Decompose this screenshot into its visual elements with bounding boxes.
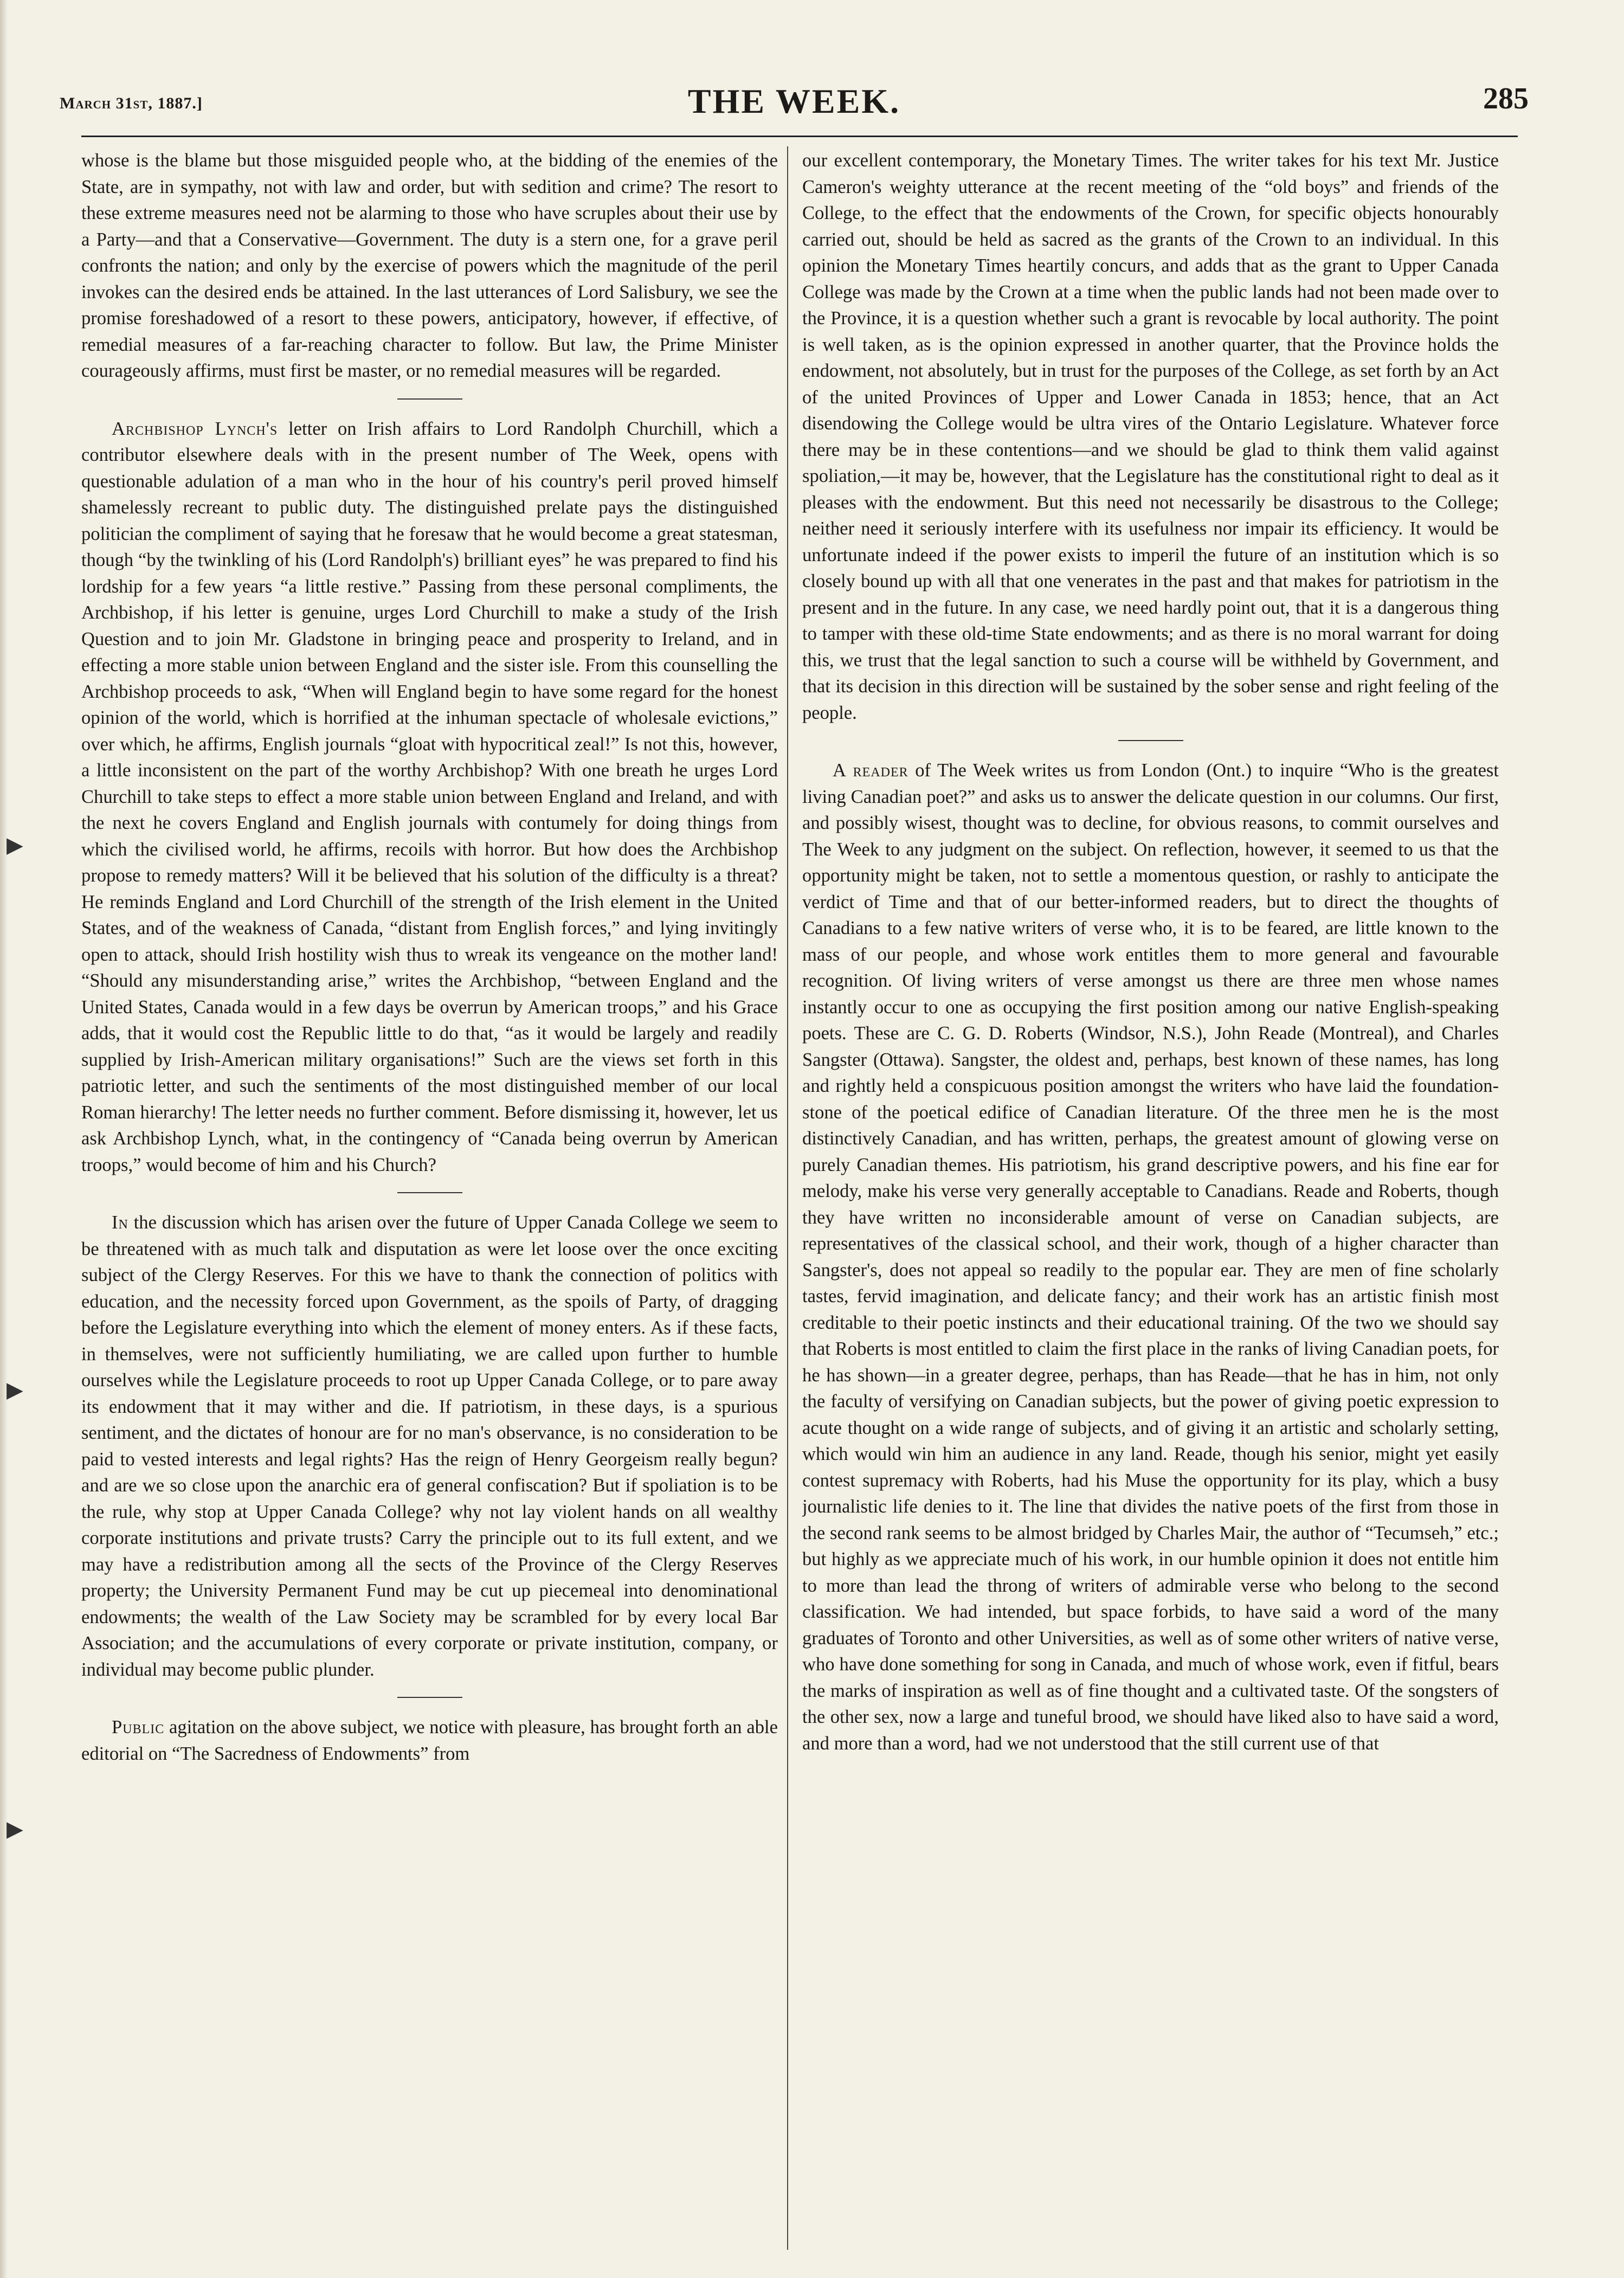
paragraph-text: the discussion which has arisen over the future of Upper Canada College we seem to be threatened with as much talk and disputation as were let loose over the once exciting subject of the Clergy Reserves. For this we have to thank the connection of politics with education, and the necessity forced upon Government, as the spoils of Party, of dragging before the Legislature everything into which the element of money enters. As if these facts, in themselves, were not sufficiently humiliating, we are called upon further to humble ourselves while the Legislature proceeds to root up Upper Canada College, or to pare away its endowment that it may wither and die. If patriotism, in these days, is a spurious sentiment, and the dictates of honour are for no man's observance, is no consideration to be paid to vested interests and legal rights? Has the reign of Henry Georgeism really begun? and are we so close upon the anarchic era of general confiscation? But if spoliation is to be the rule, why stop at Upper Canada College? why not lay violent hands on all wealthy corporate institutions and private trusts? Carry the principle out to its full extent, and we may have a redistribution among all the sects of the Province of the Clergy Reserves property; the University Permanent Fund may be cut up piecemeal into denominational endowments; the wealth of the Law Society may be scrambled for by every local Bar Association; and the accumulations of every corporate or private institution, company, or individual may become public plunder. — [81, 1212, 778, 1680]
margin-arrow-mark: ▶ — [7, 833, 23, 857]
article-paragraph — [802, 147, 1499, 726]
article-separator — [397, 398, 462, 400]
article-separator — [397, 1192, 462, 1193]
page-header — [60, 81, 1529, 125]
article-paragraph — [81, 1209, 778, 1683]
header-rule — [81, 136, 1518, 137]
paragraph-text: letter on Irish affairs to Lord Randolph Churchill, which a contributor elsewhere deals with in the present number of The Week, opens with questionable adulation of a man who in the hour of his country's peril proved himself shamelessly recreant to public duty. The distinguished prelate pays the distinguished politician the compliment of saying that he foresaw that he would become a great statesman, though “by the twinkling of his (Lord Randolph's) brilliant eyes” he was prepared to find his lordship for a few years “a little restive.” Passing from these personal compliments, the Archbishop, if his letter is genuine, urges Lord Churchill to make a study of the Irish Question and to join Mr. Gladstone in bringing peace and prosperity to Ireland, and in effecting a more stable union between England and the sister isle. From this counselling the Archbishop proceeds to ask, “When will England begin to have some regard for the honest opinion of the world, which is horrified at the inhuman spectacle of wholesale evictions,” over which, he affirms, English journals “gloat with hypocritical zeal!” Is not this, however, a little inconsistent on the part of the worthy Archbishop? With one breath he urges Lord Churchill to take steps to effect a more stable union between England and Ireland, and with the next he covers England and English journals with contumely for doing things from which the civilised world, he affirms, recoils with horror. But how does the Archbishop propose to remedy matters? Will it be believed that his solution of the difficulty is a threat? He reminds England and Lord Churchill of the strength of the Irish element in the United States, and of the weakness of Canada, “distant from English forces,” and lying invitingly open to attack, should Irish hostility wish thus to wreak its vengeance on the mother land! “Should any misunderstanding arise,” writes the Archbishop, “between England and the United States, Canada would in a few days be overrun by American troops,” and his Grace adds, that it would cost the Republic little to do that, “as it would be largely and readily supplied by Irish-American military organisations!” Such are the views set forth in this patriotic letter, and such the sentiments of the most distinguished member of our local Roman hierarchy! The letter needs no further comment. Before dismissing it, however, let us ask Archbishop Lynch, what, in the contingency of “Canada being overrun by American troops,” would become of him and his Church? — [81, 418, 778, 1175]
right-column — [802, 147, 1499, 2251]
issue-date: March 31st, 1887.] — [60, 94, 203, 112]
paragraph-text: of The Week writes us from London (Ont.) to inquire “Who is the greatest living Canadian poet?” and asks us to answer the delicate question in our columns. Our first, and possibly wisest, thought was to decline, for obvious reasons, to commit ourselves and The Week to any judgment on the subject. On reflection, however, it seemed to us that the opportunity might be taken, not to settle a momentous question, or rashly to anticipate the verdict of Time and that of our better-informed readers, but to direct the thoughts of Canadians to a few native writers of verse who, it is to be feared, are little known to the mass of our people, and whose work entitles them to more general and favourable recognition. Of living writers of verse amongst us there are three men whose names instantly occur to one as occupying the first position among our native English-speaking poets. These are C. G. D. Roberts (Windsor, N.S.), John Reade (Montreal), and Charles Sangster (Ottawa). Sangster, the oldest and, perhaps, best known of these names, has long and rightly held a conspicuous position amongst the writers who have laid the foundation-stone of the poetical edifice of Canadian literature. Of the three men he is the most distinctively Canadian, and has written, perhaps, the greatest amount of glowing verse on purely Canadian themes. His patriotism, his grand descriptive powers, and his fine ear for melody, make his verse very generally acceptable to Canadians. Reade and Roberts, though they have written no inconsiderable amount of verse on Canadian subjects, are representatives of the classical school, and their work, though of a higher character than Sangster's, does not appeal so readily to the popular ear. They are men of fine scholarly tastes, fervid imagination, and delicate fancy; and their work has an artistic finish most creditable to their poetic instincts and their educational training. Of the two we should say that Roberts is most entitled to claim the first place in the ranks of living Canadian poets, for he has shown—in a greater degree, perhaps, than has Reade—that he has in him, not only the faculty of versifying on Canadian subjects, but the power of giving poetic expression to acute thought on a wide range of subjects, and of giving it an artistic and scholarly setting, which would win him an audience in any land. Reade, though his senior, might yet easily contest supremacy with Roberts, had his Muse the opportunity for its play, which a busy journalistic life denies to it. The line that divides the native poets of the first from those in the second rank seems to be almost bridged by Charles Mair, the author of “Tecumseh,” etc.; but highly as we appreciate much of his work, in our humble opinion it does not entitle him to more than lead the throng of writers of admirable verse who belong to the second classification. We had intended, but space forbids, to have said a word of the many graduates of Toronto and other Universities, as well as of some other writers of native verse, who have done something for song in Canada, and much of whose work, even if fitful, bears the marks of inspiration as well as of fine thought and a cultivated taste. Of the songsters of the other sex, now a large and tuneful brood, we should have liked also to have said a word, and more than a word, had we not understood that the still current use of that — [802, 760, 1499, 1754]
column-divider — [787, 146, 788, 2250]
paragraph-lead-in: Archbishop Lynch's — [112, 418, 278, 439]
left-column — [81, 147, 778, 2251]
paragraph-text: whose is the blame but those misguided people who, at the bidding of the enemies of the State, are in sympathy, not with law and order, but with sedition and crime? The resort to these extreme measures need not be alarming to those who have scruples about their use by a Party—and that a Conservative—Government. The duty is a stern one, for a grave peril confronts the nation; and only by the exercise of powers which the magnitude of the peril invokes can the desired ends be attained. In the last utterances of Lord Salisbury, we see the promise foreshadowed of a resort to these powers, anticipatory, however, if effective, of remedial measures of a far-reaching character to follow. But law, the Prime Minister courageously affirms, must first be master, or no remedial measures will be regarded. — [81, 150, 778, 381]
paragraph-text: agitation on the above subject, we notice with pleasure, has brought forth an able editorial on “The Sacredness of Endowments” from — [81, 1717, 778, 1764]
paragraph-lead-in: Public — [112, 1717, 165, 1738]
article-paragraph — [81, 1714, 778, 1767]
paragraph-lead-in: In — [112, 1212, 128, 1233]
paragraph-lead-in: A reader — [833, 760, 908, 781]
paragraph-text: our excellent contemporary, the Monetary Times. The writer takes for his text Mr. Justice Cameron's weighty utterance at the recent meeting of the “old boys” and friends of the College, to the effect that the endowments of the Crown, for specific objects honourably carried out, should be held as sacred as the grants of the Crown to an individual. In this opinion the Monetary Times heartily concurs, and adds that as the grant to Upper Canada College was made by the Crown at a time when the public lands had not been made over to the Province, it is a question whether such a grant is revocable by local authority. The point is well taken, as is the opinion expressed in another quarter, that the Province holds the endowment, not absolutely, but in trust for the purposes of the College, as set forth by an Act of the united Provinces of Upper and Lower Canada in 1853; hence, that an Act disendowing the College would be ultra vires of the Ontario Legislature. Whatever force there may be in these contentions—and we should be glad to think them valid against spoliation,—it may be, however, that the Legislature has the constitutional right to deal as it pleases with the endowment. But this need not necessarily be disastrous to the College; neither need it seriously interfere with its usefulness nor impair its efficiency. It would be unfortunate indeed if the power exists to imperil the future of an institution which is so closely bound up with all that one venerates in the past and that makes for patriotism in the present and in the future. In any case, we need hardly point out, that it is a dangerous thing to tamper with these old-time State endowments; and as there is no moral warrant for doing this, we trust that the legal sanction to such a course will be withheld by Government, and that its decision in this direction will be sustained by the sober sense and right feeling of the people. — [802, 150, 1499, 723]
article-paragraph — [802, 757, 1499, 1756]
article-separator — [1118, 740, 1183, 741]
page-edge-shadow — [0, 0, 8, 2278]
page-number: 285 — [1483, 82, 1529, 115]
article-paragraph — [81, 147, 778, 384]
article-paragraph — [81, 416, 778, 1179]
article-separator — [397, 1697, 462, 1698]
margin-arrow-mark: ▶ — [7, 1378, 23, 1402]
margin-arrow-mark: ▶ — [7, 1817, 23, 1841]
masthead-title: THE WEEK. — [687, 82, 901, 120]
